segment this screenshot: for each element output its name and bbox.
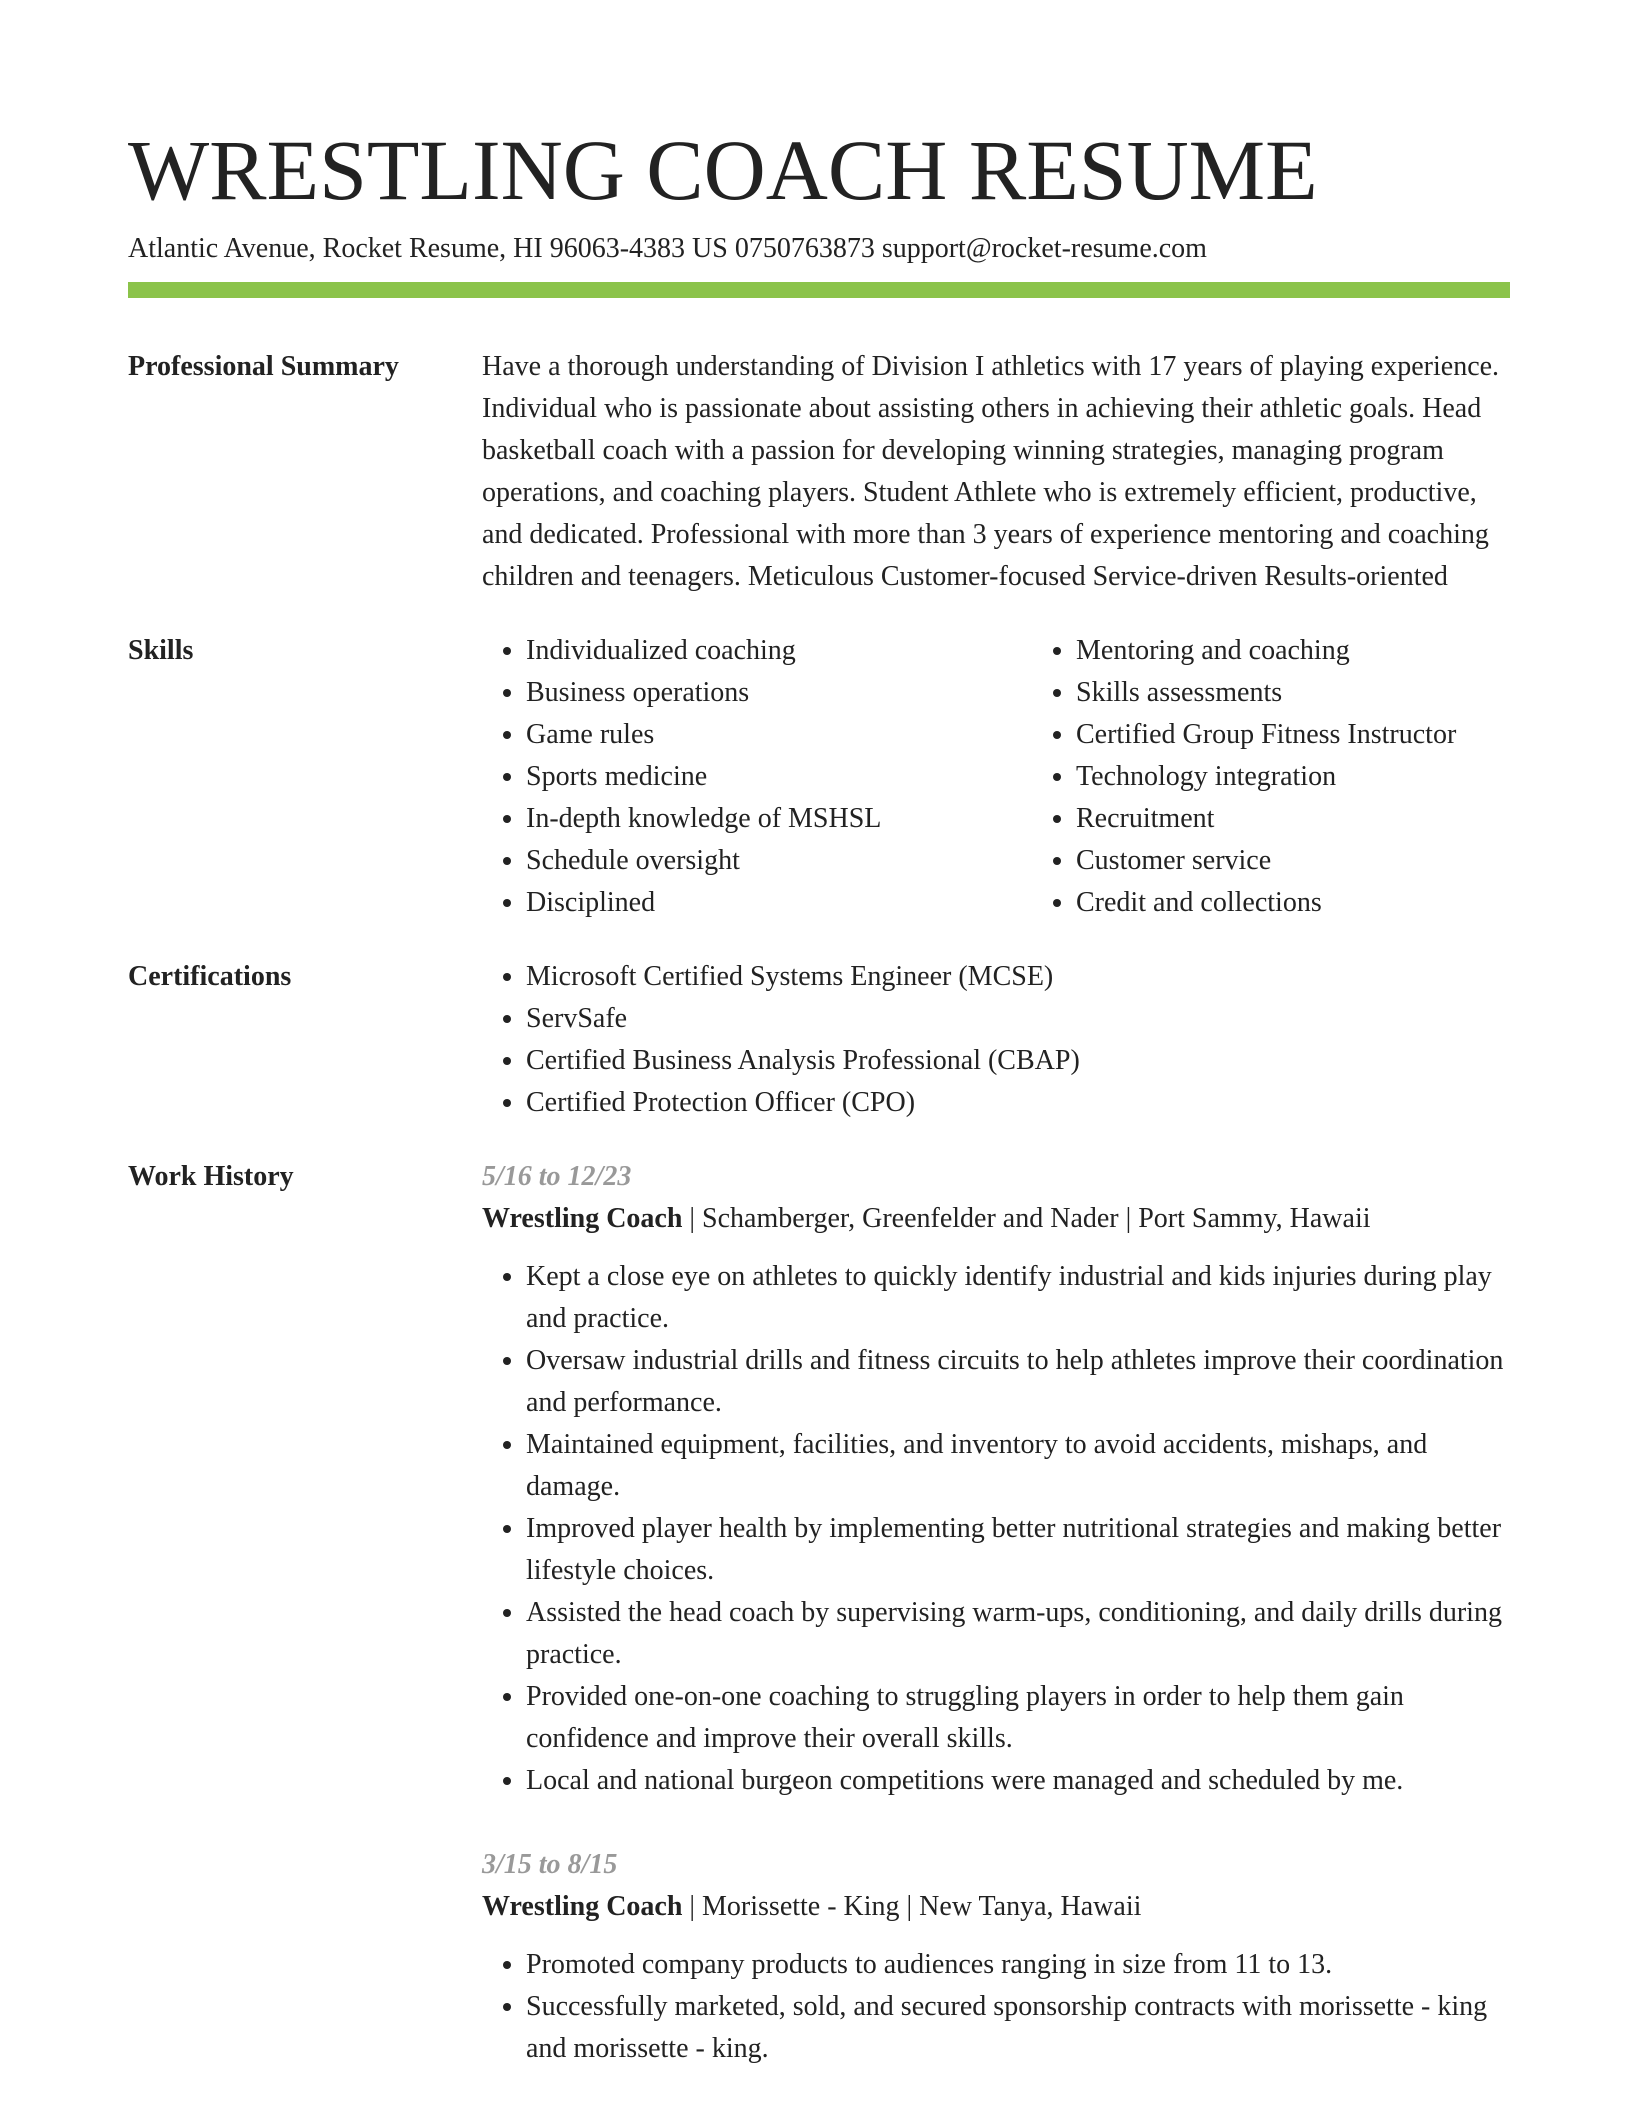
skill-item: • Game rules xyxy=(526,714,1032,756)
skill-item: • Business operations xyxy=(526,672,1032,714)
job-title: Wrestling Coach xyxy=(482,1203,683,1234)
section-label-summary: Professional Summary xyxy=(128,351,399,382)
job-dates: 5/16 to 12/23 xyxy=(482,1161,632,1192)
skill-item: • Sports medicine xyxy=(526,756,1032,798)
job-entry xyxy=(482,1844,1510,2070)
job-bullet: • Assisted the head coach by supervising warm-ups, conditioning, and daily drills during practice. xyxy=(526,1592,1510,1676)
skills-list-right xyxy=(1032,630,1510,924)
job-bullet: • Provided one-on-one coaching to struggling players in order to help them gain confidence and improve their overall skills. xyxy=(526,1676,1510,1760)
skill-item: • Mentoring and coaching xyxy=(1076,630,1510,672)
accent-divider xyxy=(128,282,1510,298)
certification-item: • ServSafe xyxy=(526,998,1510,1040)
skill-item: • Technology integration xyxy=(1076,756,1510,798)
job-bullet: • Kept a close eye on athletes to quickly identify industrial and kids injuries during play and practice. xyxy=(526,1256,1510,1340)
resume-title: WRESTLING COACH RESUME xyxy=(128,122,1318,218)
section-work-history xyxy=(128,1156,1510,2070)
summary-text: Have a thorough understanding of Division I athletics with 17 years of playing experience. Individual who is passionate about assisting others in achieving their athletic goals. Head basketball coach with a passion for developing winning strategies, managing program operations, and coaching players. Student Athlete who is extremely efficient, productive, and dedicated. Professional with more than 3 years of experience mentoring and coaching children and teenagers. Meticulous Customer-focused Service-driven Results-oriented xyxy=(482,351,1500,592)
job-heading xyxy=(482,1198,1510,1240)
section-certifications xyxy=(128,956,1510,1124)
certification-item: • Microsoft Certified Systems Engineer (MCSE) xyxy=(526,956,1510,998)
skill-item: • Credit and collections xyxy=(1076,882,1510,924)
section-professional-summary xyxy=(128,346,1510,598)
job-title: Wrestling Coach xyxy=(482,1891,683,1922)
skill-item: • Individualized coaching xyxy=(526,630,1032,672)
skill-item: • Schedule oversight xyxy=(526,840,1032,882)
skill-item: • Recruitment xyxy=(1076,798,1510,840)
certifications-list xyxy=(482,956,1510,1124)
skills-list-left xyxy=(482,630,1032,924)
job-dates: 3/15 to 8/15 xyxy=(482,1849,618,1880)
job-bullets xyxy=(482,1256,1510,1802)
skill-item: • Certified Group Fitness Instructor xyxy=(1076,714,1510,756)
job-heading xyxy=(482,1886,1510,1928)
job-employer-location: | Morissette - King | New Tanya, Hawaii xyxy=(682,1891,1142,1922)
skill-item: • Disciplined xyxy=(526,882,1032,924)
section-label-skills: Skills xyxy=(128,635,194,666)
job-bullet: • Promoted company products to audiences ranging in size from 11 to 13. xyxy=(526,1944,1510,1986)
section-label-certifications: Certifications xyxy=(128,961,292,992)
section-label-work-history: Work History xyxy=(128,1161,294,1192)
contact-info: Atlantic Avenue, Rocket Resume, HI 96063-4383 US 0750763873 support@rocket-resume.com xyxy=(128,233,1207,264)
job-bullet: • Successfully marketed, sold, and secured sponsorship contracts with morissette - king and morissette - king. xyxy=(526,1986,1510,2070)
job-bullet: • Improved player health by implementing better nutritional strategies and making better lifestyle choices. xyxy=(526,1508,1510,1592)
job-bullet: • Local and national burgeon competitions were managed and scheduled by me. xyxy=(526,1760,1510,1802)
resume-page xyxy=(128,120,1510,2070)
skill-item: • In-depth knowledge of MSHSL xyxy=(526,798,1032,840)
skill-item: • Skills assessments xyxy=(1076,672,1510,714)
job-bullets xyxy=(482,1944,1510,2070)
skill-item: • Customer service xyxy=(1076,840,1510,882)
job-employer-location: | Schamberger, Greenfelder and Nader | Port Sammy, Hawaii xyxy=(682,1203,1371,1234)
section-skills xyxy=(128,630,1510,924)
job-bullet: • Maintained equipment, facilities, and inventory to avoid accidents, mishaps, and damage. xyxy=(526,1424,1510,1508)
job-bullet: • Oversaw industrial drills and fitness circuits to help athletes improve their coordination and performance. xyxy=(526,1340,1510,1424)
job-entry xyxy=(482,1156,1510,1802)
certification-item: • Certified Protection Officer (CPO) xyxy=(526,1082,1510,1124)
certification-item: • Certified Business Analysis Professional (CBAP) xyxy=(526,1040,1510,1082)
